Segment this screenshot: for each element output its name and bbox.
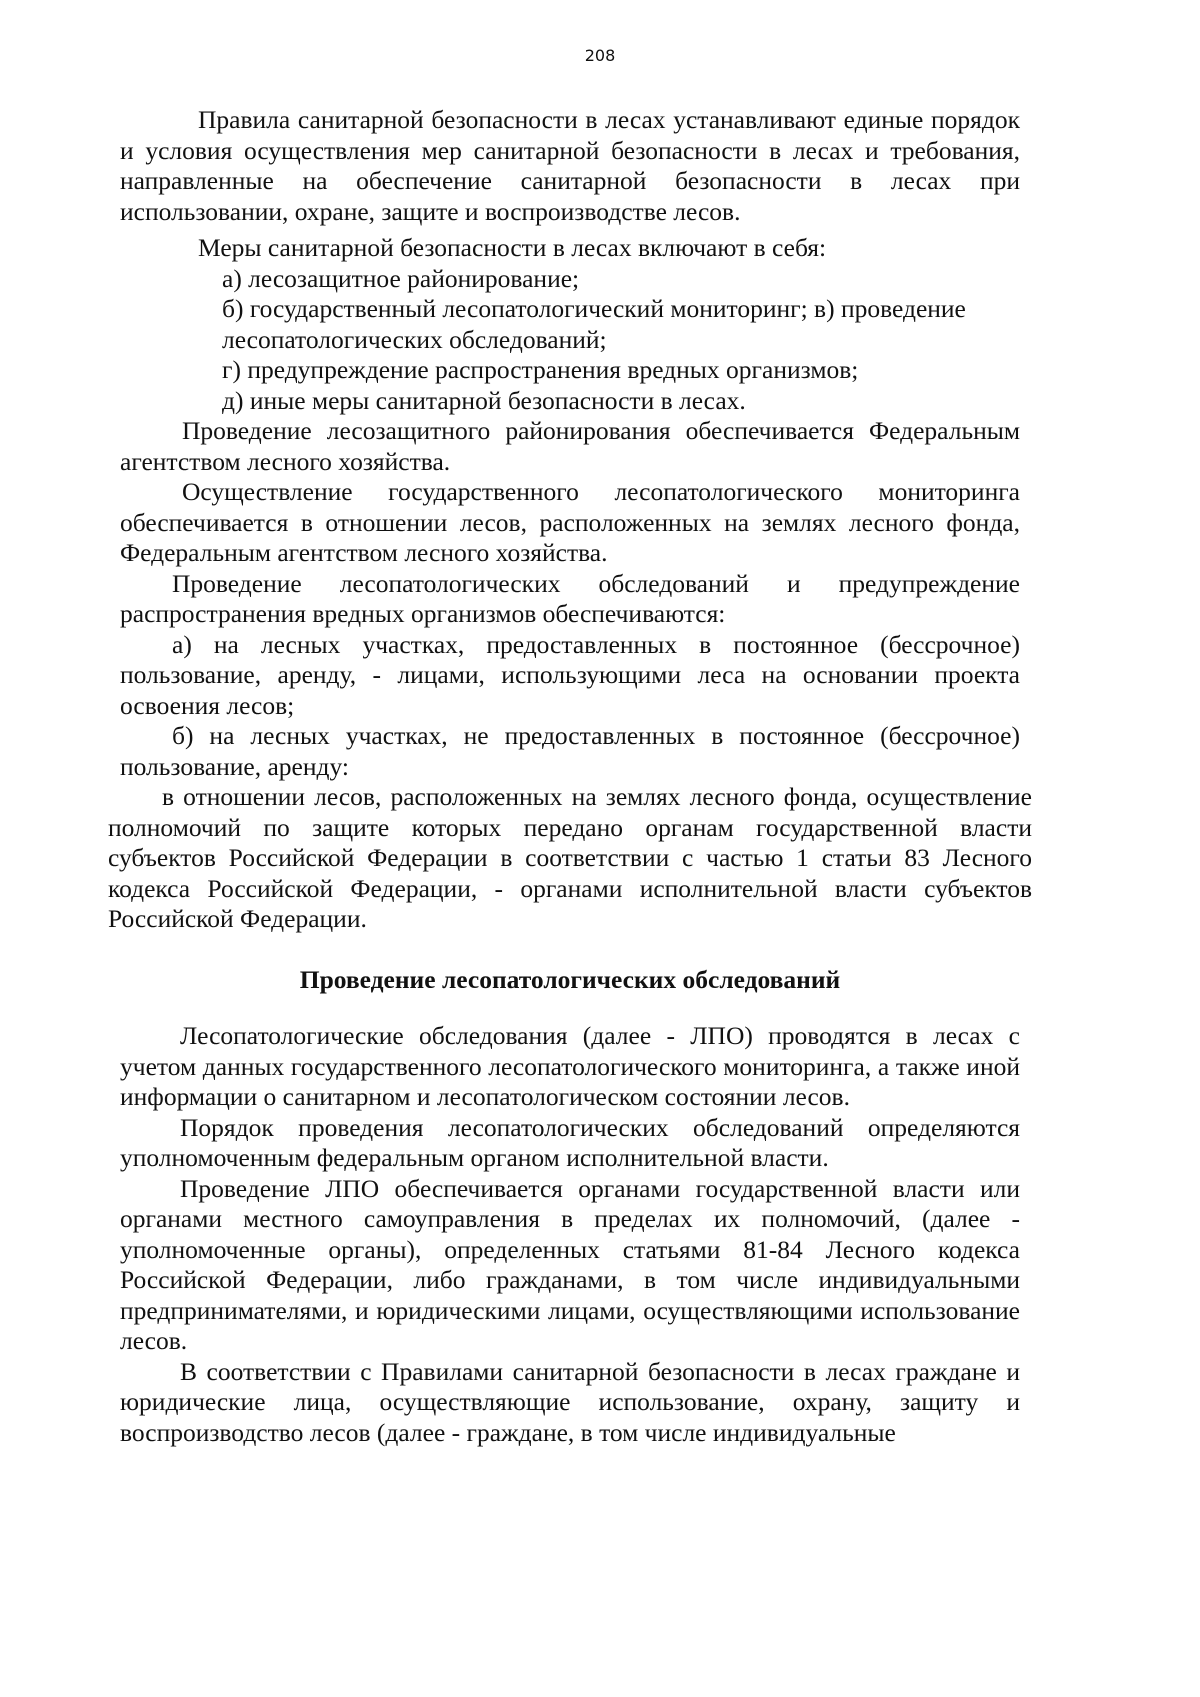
paragraph-measures-intro: Меры санитарной безопасности в лесах включают в себя: bbox=[198, 233, 827, 262]
paragraph-forest-fund: в отношении лесов, расположенных на землях лесного фонда, осуществление полномочий по защите которых передано органам государственной власти субъектов Российской Федерации в соответствии с частью 1 статьи 83 Лесного кодекса Российской Федерации, - органами исполнительной власти субъектов Российской Федерации. bbox=[108, 782, 1032, 933]
paragraph-surveys: Проведение лесопатологических обследований и предупреждение распространения вредных организмов обеспечиваются: bbox=[120, 568, 1020, 628]
paragraph-lpo-citizens: В соответствии с Правилами санитарной безопасности в лесах граждане и юридические лица, осуществляющие использование, охрану, защиту и воспроизводство лесов (далее - граждане, в том числе индивидуальные bbox=[120, 1356, 1020, 1447]
document-body bbox=[108, 105, 1032, 1448]
paragraph-monitoring: Осуществление государственного лесопатологического мониторинга обеспечивается в отношении лесов, расположенных на землях лесного фонда, Федеральным агентством лесного хозяйства. bbox=[120, 477, 1020, 567]
paragraph-zoning: Проведение лесозащитного районирования обеспечивается Федеральным агентством лесного хозяйства. bbox=[120, 416, 1020, 476]
list-item: б) государственный лесопатологический мониторинг; в) проведение лесопатологических обследований; bbox=[222, 294, 966, 354]
section-heading: Проведение лесопатологических обследований bbox=[299, 964, 841, 994]
paragraph-sanitary-rules: Правила санитарной безопасности в лесах устанавливают единые порядок и условия осуществления мер санитарной безопасности в лесах и требования, направленные на обеспечение санитарной безопасности в лесах при использовании, охране, защите и воспроизводстве лесов. bbox=[120, 105, 1020, 226]
list-item: д) иные меры санитарной безопасности в лесах. bbox=[222, 385, 746, 415]
paragraph-item-a: а) на лесных участках, предоставленных в постоянное (бессрочное) пользование, аренду, - лицами, использующими леса на основании проекта освоения лесов; bbox=[120, 629, 1020, 720]
paragraph-lpo-provision: Проведение ЛПО обеспечивается органами государственной власти или органами местного самоуправления в пределах их полномочий, (далее - уполномоченные органы), определенных статьями 81-84 Лесного кодекса Российской Федерации, либо гражданами, в том числе индивидуальными предпринимателями, и юридическими лицами, осуществляющими использование лесов. bbox=[120, 1173, 1020, 1355]
page-number: 208 bbox=[584, 46, 616, 65]
list-item: а) лесозащитное районирование; bbox=[222, 263, 580, 293]
list-item: г) предупреждение распространения вредных организмов; bbox=[222, 355, 859, 384]
paragraph-lpo-definition: Лесопатологические обследования (далее - ЛПО) проводятся в лесах с учетом данных государственного лесопатологического мониторинга, а также иной информации о санитарном и лесопатологическом состоянии лесов. bbox=[120, 1021, 1020, 1111]
paragraph-lpo-procedure: Порядок проведения лесопатологических обследований определяются уполномоченным федеральным органом исполнительной власти. bbox=[120, 1112, 1020, 1172]
paragraph-item-b: б) на лесных участках, не предоставленных в постоянное (бессрочное) пользование, аренду: bbox=[120, 721, 1020, 781]
